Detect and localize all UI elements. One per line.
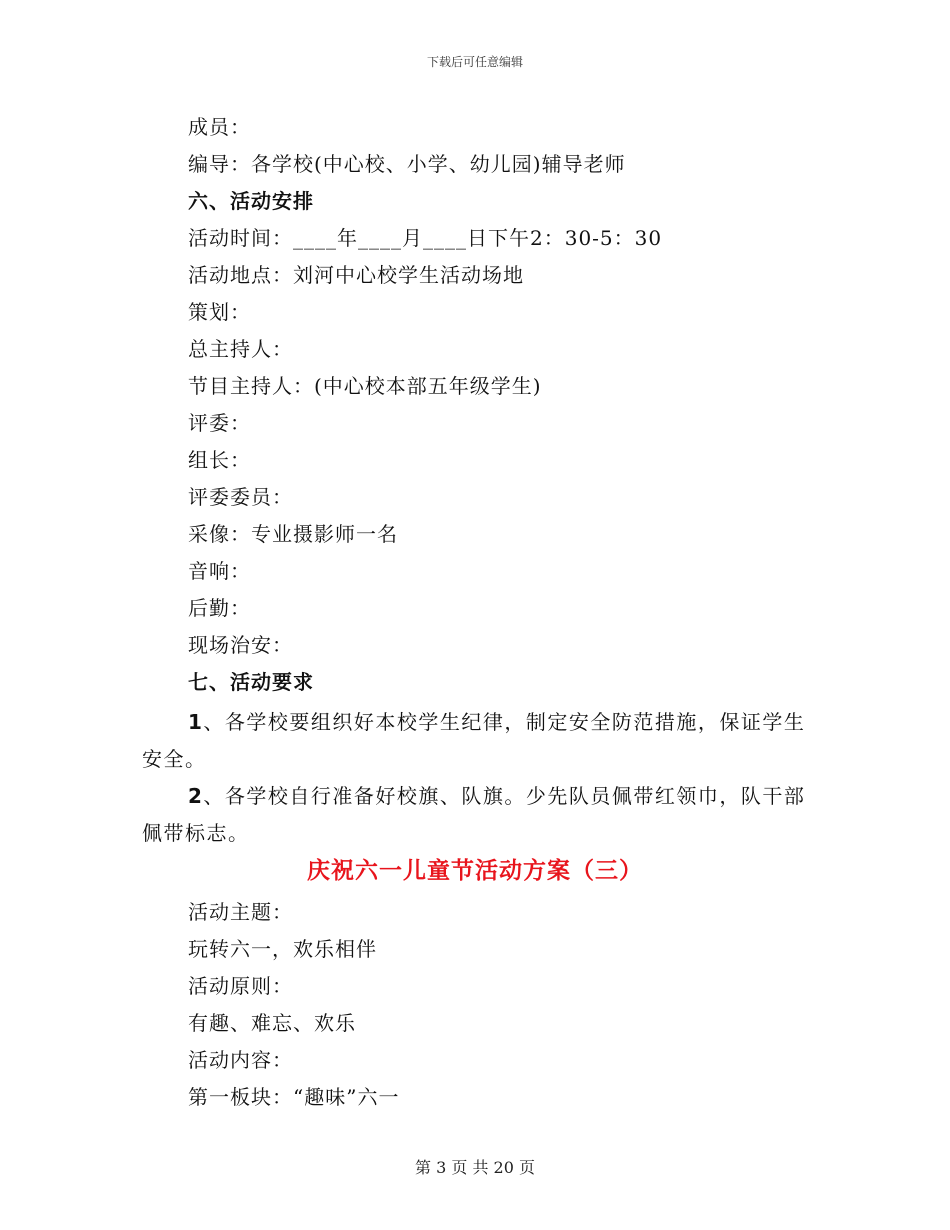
planning-line: 策划： bbox=[188, 300, 251, 324]
theme-label-line: 活动主题： bbox=[188, 900, 293, 924]
page-footer: 第 3 页 共 20 页 bbox=[415, 1158, 535, 1177]
logistics-line: 后勤： bbox=[188, 596, 251, 620]
requirement-2-number: 2 bbox=[188, 784, 204, 808]
heading-activity-requirements: 七、活动要求 bbox=[188, 670, 314, 694]
section-title: 庆祝六一儿童节活动方案（三） bbox=[307, 858, 643, 884]
requirement-1 bbox=[142, 704, 810, 778]
header-note: 下载后可任意编辑 bbox=[426, 55, 523, 69]
first-block-line: 第一板块：“趣味”六一 bbox=[188, 1085, 400, 1109]
heading-activity-arrangement: 六、活动安排 bbox=[188, 189, 314, 213]
activity-time-line: 活动时间：____年____月____日下午2：30-5：30 bbox=[188, 226, 663, 250]
requirement-2-text: 、各学校自行准备好校旗、队旗。少先队员佩带红领巾，队干部佩带标志。 bbox=[142, 784, 806, 845]
requirement-1-number: 1 bbox=[188, 710, 204, 734]
security-line: 现场治安： bbox=[188, 633, 293, 657]
requirement-1-text: 、各学校要组织好本校学生纪律，制定安全防范措施，保证学生安全。 bbox=[142, 710, 806, 771]
judges-line: 评委： bbox=[188, 411, 251, 435]
chief-host-line: 总主持人： bbox=[188, 337, 293, 361]
members-line: 成员： bbox=[188, 115, 251, 139]
activity-location-line: 活动地点：刘河中心校学生活动场地 bbox=[188, 263, 524, 287]
principle-label-line: 活动原则： bbox=[188, 974, 293, 998]
program-host-line: 节目主持人：(中心校本部五年级学生) bbox=[188, 374, 542, 398]
principle-value-line: 有趣、难忘、欢乐 bbox=[188, 1011, 356, 1035]
content-label-line: 活动内容： bbox=[188, 1048, 293, 1072]
theme-value-line: 玩转六一，欢乐相伴 bbox=[188, 937, 377, 961]
audio-line: 音响： bbox=[188, 559, 251, 583]
requirement-2 bbox=[142, 778, 810, 852]
group-leader-line: 组长： bbox=[188, 448, 251, 472]
director-line: 编导：各学校(中心校、小学、幼儿园)辅导老师 bbox=[188, 152, 626, 176]
judge-members-line: 评委委员： bbox=[188, 485, 293, 509]
photography-line: 采像：专业摄影师一名 bbox=[188, 522, 398, 546]
